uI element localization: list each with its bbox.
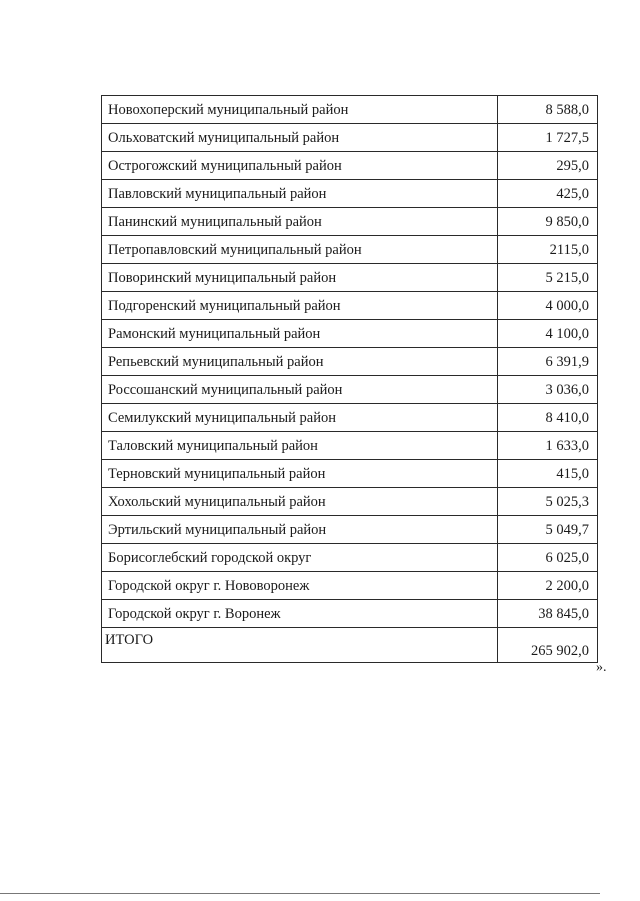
table-row [102, 292, 598, 320]
amount-cell: 38 845,0 [498, 600, 598, 628]
amount-cell: 4 100,0 [498, 320, 598, 348]
municipality-name-cell: Острогожский муниципальный район [102, 152, 498, 180]
municipality-name-cell: Борисоглебский городской округ [102, 544, 498, 572]
table-row [102, 600, 598, 628]
table-row [102, 236, 598, 264]
closing-quote-mark: ». [596, 660, 607, 675]
table-row [102, 404, 598, 432]
municipality-name-cell: Павловский муниципальный район [102, 180, 498, 208]
table-row [102, 124, 598, 152]
table-row [102, 180, 598, 208]
amount-cell: 5 049,7 [498, 516, 598, 544]
amount-cell: 5 215,0 [498, 264, 598, 292]
amount-cell: 1 633,0 [498, 432, 598, 460]
table-row [102, 264, 598, 292]
amount-cell: 8 410,0 [498, 404, 598, 432]
municipality-name-cell: Ольховатский муниципальный район [102, 124, 498, 152]
municipality-name-cell: Семилукский муниципальный район [102, 404, 498, 432]
amount-cell: 8 588,0 [498, 96, 598, 124]
municipality-name-cell: Подгоренский муниципальный район [102, 292, 498, 320]
amount-cell: 295,0 [498, 152, 598, 180]
table-row [102, 544, 598, 572]
table-row [102, 488, 598, 516]
municipality-name-cell: Терновский муниципальный район [102, 460, 498, 488]
municipality-name-cell: Петропавловский муниципальный район [102, 236, 498, 264]
municipality-name-cell: Новохоперский муниципальный район [102, 96, 498, 124]
table-row [102, 376, 598, 404]
table-row [102, 516, 598, 544]
total-amount: 265 902,0 [498, 628, 598, 663]
municipality-name-cell: Репьевский муниципальный район [102, 348, 498, 376]
table-row [102, 348, 598, 376]
amount-cell: 2115,0 [498, 236, 598, 264]
municipality-name-cell: Эртильский муниципальный район [102, 516, 498, 544]
municipality-name-cell: Городской округ г. Воронеж [102, 600, 498, 628]
municipality-name-cell: Россошанский муниципальный район [102, 376, 498, 404]
municipality-name-cell: Панинский муниципальный район [102, 208, 498, 236]
municipality-name-cell: Таловский муниципальный район [102, 432, 498, 460]
amount-cell: 2 200,0 [498, 572, 598, 600]
municipality-name-cell: Городской округ г. Нововоронеж [102, 572, 498, 600]
allocation-table [101, 95, 598, 663]
municipality-name-cell: Рамонский муниципальный район [102, 320, 498, 348]
amount-cell: 415,0 [498, 460, 598, 488]
table-row [102, 208, 598, 236]
amount-cell: 6 025,0 [498, 544, 598, 572]
amount-cell: 9 850,0 [498, 208, 598, 236]
total-row [102, 628, 598, 663]
table-row [102, 96, 598, 124]
table-body [102, 96, 598, 663]
amount-cell: 425,0 [498, 180, 598, 208]
amount-cell: 6 391,9 [498, 348, 598, 376]
amount-cell: 3 036,0 [498, 376, 598, 404]
table-row [102, 432, 598, 460]
municipality-name-cell: Хохольский муниципальный район [102, 488, 498, 516]
total-label: ИТОГО [102, 628, 498, 663]
table-row [102, 152, 598, 180]
municipality-name-cell: Поворинский муниципальный район [102, 264, 498, 292]
amount-cell: 1 727,5 [498, 124, 598, 152]
table-row [102, 460, 598, 488]
table-row [102, 320, 598, 348]
page-bottom-rule [0, 893, 600, 894]
table-row [102, 572, 598, 600]
amount-cell: 5 025,3 [498, 488, 598, 516]
amount-cell: 4 000,0 [498, 292, 598, 320]
